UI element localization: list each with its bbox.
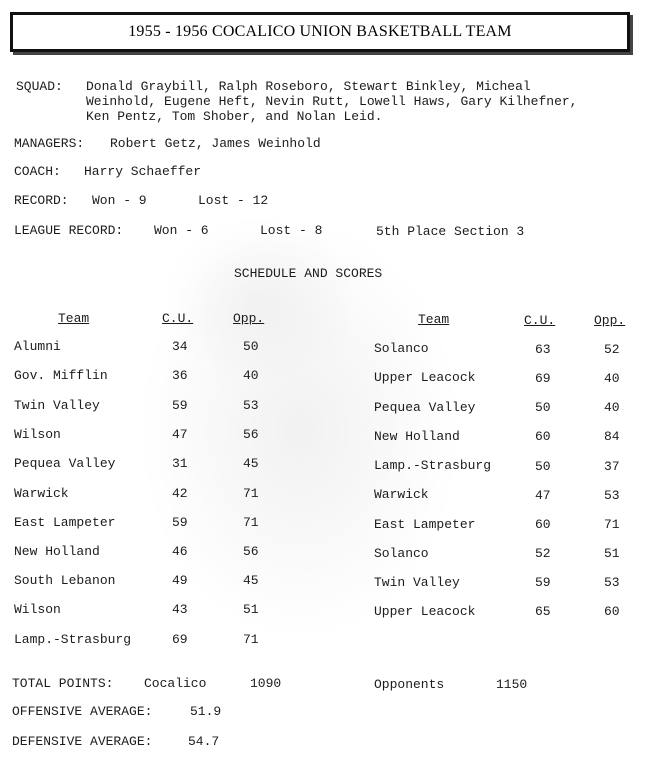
opp-score: 71 xyxy=(243,515,259,530)
opp-score: 37 xyxy=(604,459,620,474)
opp-score: 71 xyxy=(243,632,259,647)
team-name: Warwick xyxy=(14,486,69,501)
left-opp-header: Opp. xyxy=(233,311,265,326)
cu-score: 52 xyxy=(535,546,551,561)
cu-score: 65 xyxy=(535,604,551,619)
league-record-won: Won - 6 xyxy=(154,223,209,238)
cu-score: 34 xyxy=(172,339,188,354)
cu-score: 42 xyxy=(172,486,188,501)
team-name: East Lampeter xyxy=(14,515,116,530)
opp-score: 45 xyxy=(243,456,259,471)
league-record-place: 5th Place Section 3 xyxy=(376,224,525,239)
team-name: Alumni xyxy=(14,339,61,354)
team-name: South Lebanon xyxy=(14,573,116,588)
cu-score: 60 xyxy=(535,517,551,532)
opp-score: 53 xyxy=(604,488,620,503)
opp-score: 40 xyxy=(604,400,620,415)
cu-score: 69 xyxy=(172,632,188,647)
opp-score: 56 xyxy=(243,544,259,559)
cocalico-label: Cocalico xyxy=(144,676,207,691)
coach-value: Harry Schaeffer xyxy=(84,164,202,179)
cu-score: 31 xyxy=(172,456,188,471)
squad-line-1: Donald Graybill, Ralph Roseboro, Stewart Binkley, Micheal xyxy=(86,79,531,94)
team-name: East Lampeter xyxy=(374,517,476,532)
team-name: Upper Leacock xyxy=(374,604,476,619)
team-name: Twin Valley xyxy=(14,398,100,413)
left-cu-header: C.U. xyxy=(162,311,194,326)
cu-score: 59 xyxy=(172,515,188,530)
managers-label: MANAGERS: xyxy=(14,136,85,151)
opp-score: 50 xyxy=(243,339,259,354)
total-points-label: TOTAL POINTS: xyxy=(12,676,114,691)
team-name: Lamp.-Strasburg xyxy=(14,632,132,647)
team-name: Twin Valley xyxy=(374,575,460,590)
opp-score: 71 xyxy=(604,517,620,532)
team-name: Wilson xyxy=(14,602,61,617)
opp-score: 40 xyxy=(243,368,259,383)
opp-score: 40 xyxy=(604,371,620,386)
cocalico-total: 1090 xyxy=(250,676,282,691)
squad-label: SQUAD: xyxy=(16,79,63,94)
squad-line-3: Ken Pentz, Tom Shober, and Nolan Leid. xyxy=(86,109,383,124)
coach-label: COACH: xyxy=(14,164,61,179)
team-name: New Holland xyxy=(374,429,460,444)
right-opp-header: Opp. xyxy=(594,313,626,328)
offensive-average-label: OFFENSIVE AVERAGE: xyxy=(12,704,153,719)
cu-score: 59 xyxy=(535,575,551,590)
cu-score: 63 xyxy=(535,342,551,357)
opp-score: 53 xyxy=(604,575,620,590)
league-record-lost: Lost - 8 xyxy=(260,223,323,238)
managers-value: Robert Getz, James Weinhold xyxy=(110,136,321,151)
opp-score: 51 xyxy=(243,602,259,617)
defensive-average-value: 54.7 xyxy=(188,734,220,749)
cu-score: 46 xyxy=(172,544,188,559)
right-team-header: Team xyxy=(418,312,450,327)
opponents-label: Opponents xyxy=(374,677,445,692)
opp-score: 53 xyxy=(243,398,259,413)
record-label: RECORD: xyxy=(14,193,69,208)
cu-score: 69 xyxy=(535,371,551,386)
opp-score: 51 xyxy=(604,546,620,561)
opp-score: 60 xyxy=(604,604,620,619)
opp-score: 56 xyxy=(243,427,259,442)
cu-score: 47 xyxy=(535,488,551,503)
opponents-total: 1150 xyxy=(496,677,528,692)
league-record-label: LEAGUE RECORD: xyxy=(14,223,124,238)
record-won: Won - 9 xyxy=(92,193,147,208)
cu-score: 36 xyxy=(172,368,188,383)
cu-score: 50 xyxy=(535,459,551,474)
defensive-average-label: DEFENSIVE AVERAGE: xyxy=(12,734,153,749)
team-name: Warwick xyxy=(374,487,429,502)
squad-line-2: Weinhold, Eugene Heft, Nevin Rutt, Lowell Haws, Gary Kilhefner, xyxy=(86,94,578,109)
team-name: Wilson xyxy=(14,427,61,442)
opp-score: 52 xyxy=(604,342,620,357)
schedule-heading: SCHEDULE AND SCORES xyxy=(234,266,383,281)
team-name: Pequea Valley xyxy=(374,400,476,415)
record-lost: Lost - 12 xyxy=(198,193,269,208)
team-name: Solanco xyxy=(374,341,429,356)
left-team-header: Team xyxy=(58,311,90,326)
team-name: Upper Leacock xyxy=(374,370,476,385)
page-title: 1955 - 1956 COCALICO UNION BASKETBALL TEAM xyxy=(10,12,630,52)
offensive-average-value: 51.9 xyxy=(190,704,222,719)
cu-score: 50 xyxy=(535,400,551,415)
cu-score: 49 xyxy=(172,573,188,588)
opp-score: 45 xyxy=(243,573,259,588)
team-name: Solanco xyxy=(374,546,429,561)
team-name: Pequea Valley xyxy=(14,456,116,471)
team-name: Gov. Mifflin xyxy=(14,368,108,383)
team-name: New Holland xyxy=(14,544,100,559)
cu-score: 43 xyxy=(172,602,188,617)
opp-score: 71 xyxy=(243,486,259,501)
right-cu-header: C.U. xyxy=(524,313,556,328)
opp-score: 84 xyxy=(604,429,620,444)
cu-score: 59 xyxy=(172,398,188,413)
cu-score: 47 xyxy=(172,427,188,442)
team-name: Lamp.-Strasburg xyxy=(374,458,492,473)
cu-score: 60 xyxy=(535,429,551,444)
